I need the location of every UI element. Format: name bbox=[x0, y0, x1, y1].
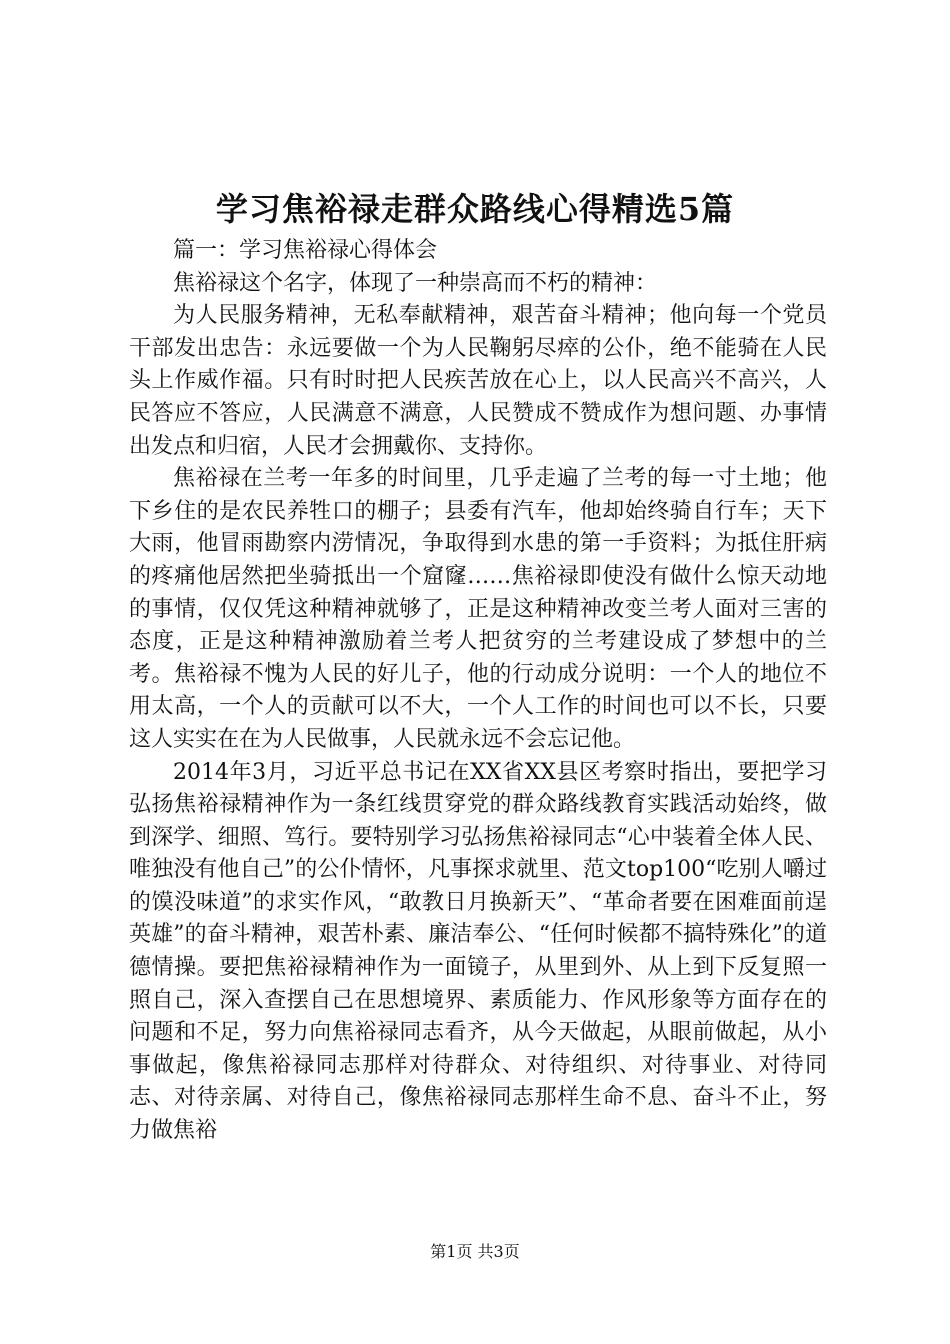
paragraph-lankao: 焦裕禄在兰考一年多的时间里，几乎走遍了兰考的每一寸土地；他下乡住的是农民养牲口的棚子；县委有汽车，他却始终骑自行车；天下大雨，他冒雨勘察内涝情况，争取得到水患的第一手资料；为抵住肝病的疼痛他居然把坐骑抵出一个窟窿……焦裕禄即使没有做什么惊天动地的事情，仅仅凭这种精神就够了，正是这种精神改变兰考人面对三害的态度，正是这种精神激励着兰考人把贫穷的兰考建设成了梦想中的兰考。焦裕禄不愧为人民的好儿子，他的行动成分说明：一个人的地位不用太高，一个人的贡献可以不大，一个人工作的时间也可以不长，只要这人实实在在为人民做事，人民就永远不会忘记他。 bbox=[129, 466, 827, 752]
paragraph-spirit: 为人民服务精神，无私奉献精神，艰苦奋斗精神；他向每一个党员干部发出忠告：永远要做一个为人民鞠躬尽瘁的公仆，绝不能骑在人民头上作威作福。只有时时把人民疾苦放在心上，以人民高兴不高兴，人民答应不答应，人民满意不满意，人民赞成不赞成作为想问题、办事情出发点和归宿，人民才会拥戴你、支持你。 bbox=[129, 303, 827, 459]
page-number-footer: 第1页 共3页 bbox=[430, 1242, 520, 1261]
document-body bbox=[129, 235, 827, 1148]
document-title: 学习焦裕禄走群众路线心得精选5篇 bbox=[215, 190, 735, 228]
paragraph-section-heading: 篇一：学习焦裕禄心得体会 bbox=[173, 238, 438, 263]
paragraph-2014: 2014年3月，习近平总书记在XX省XX县区考察时指出，要把学习弘扬焦裕禄精神作为一条红线贯穿党的群众路线教育实践活动始终，做到深学、细照、笃行。要特别学习弘扬焦裕禄同志“心中装着全体人民、唯独没有他自己”的公仆情怀，凡事探求就里、范文top100“吃别人嚼过的馍没味道”的求实作风，“敢教日月换新天”、“革命者要在困难面前逞英雄”的奋斗精神，艰苦朴素、廉洁奉公、“任何时候都不搞特殊化”的道德情操。要把焦裕禄精神作为一面镜子，从里到外、从上到下反复照一照自己，深入查摆自己在思想境界、素质能力、作风形象等方面存在的问题和不足，努力向焦裕禄同志看齐，从今天做起，从眼前做起，从小事做起，像焦裕禄同志那样对待群众、对待组织、对待事业、对待同志、对待亲属、对待自己，像焦裕禄同志那样生命不息、奋斗不止，努力做焦裕 bbox=[129, 759, 827, 1144]
paragraph-intro: 焦裕禄这个名字，体现了一种崇高而不朽的精神： bbox=[173, 270, 658, 296]
